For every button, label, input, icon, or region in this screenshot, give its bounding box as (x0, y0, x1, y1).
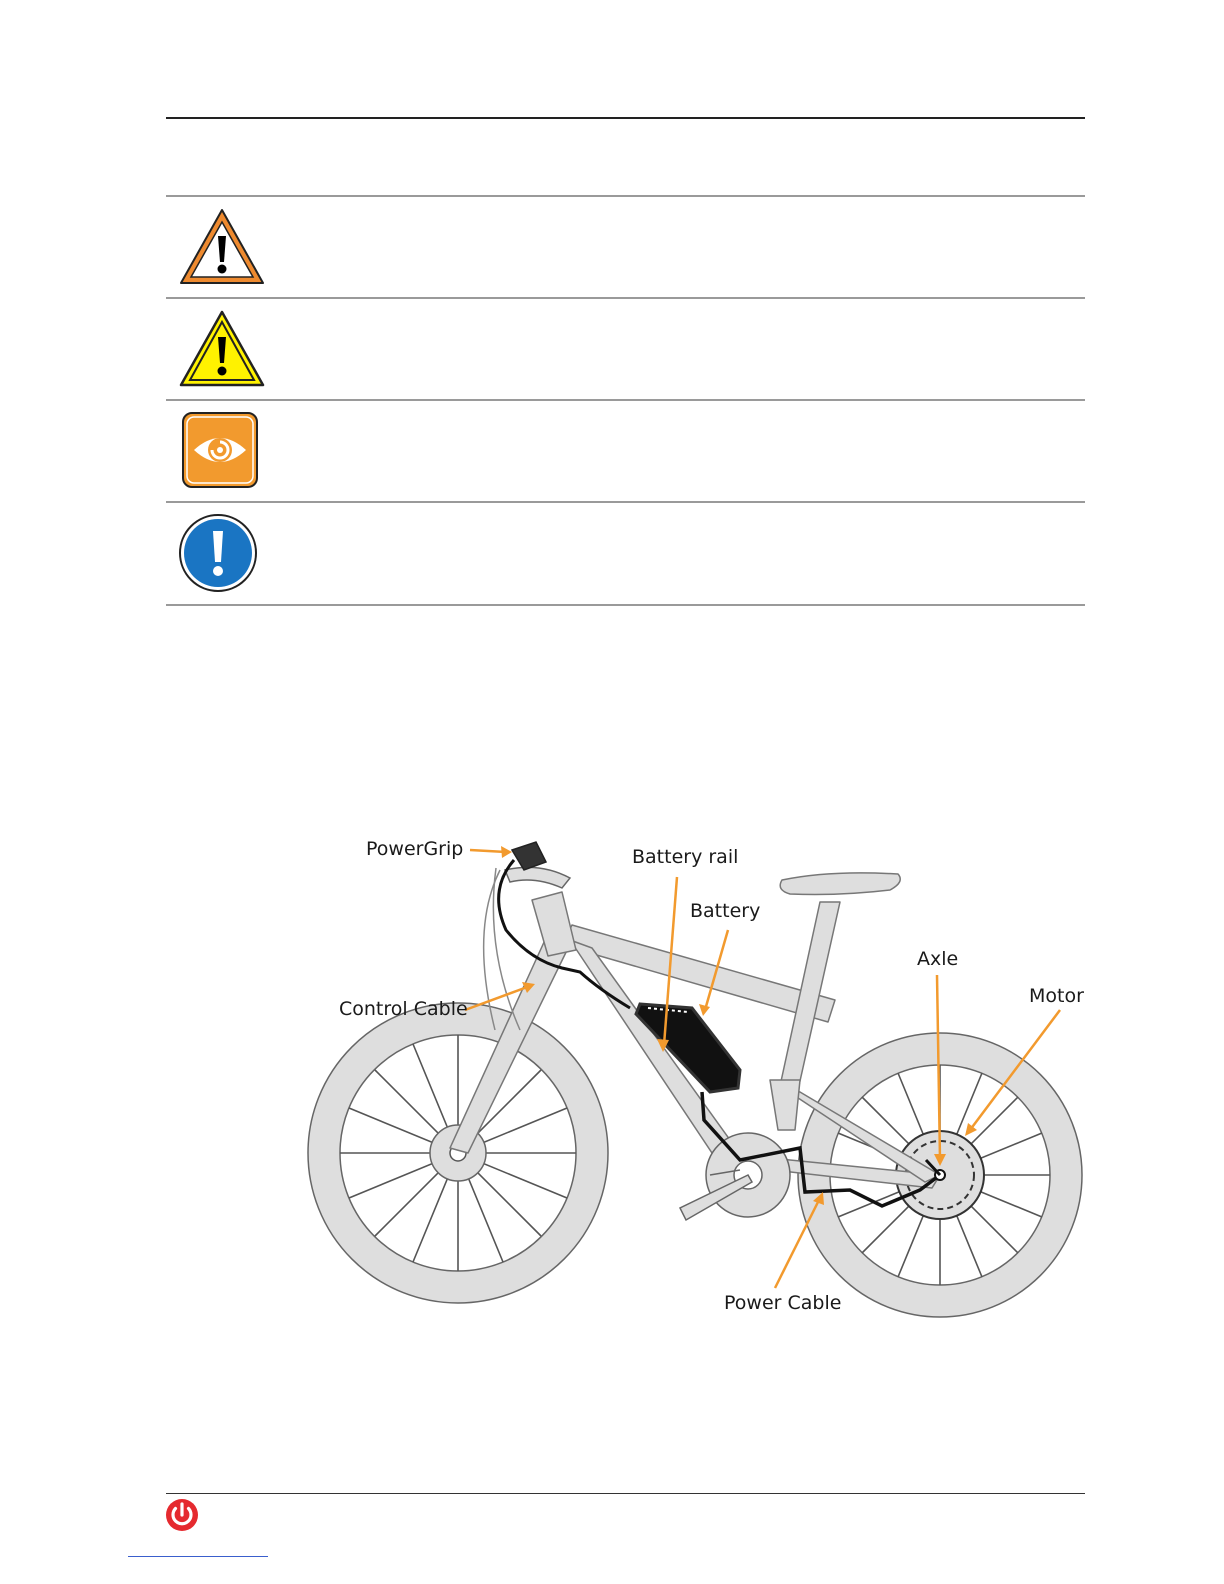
label-motor: Motor (1029, 985, 1084, 1007)
footer-rule (166, 1493, 1085, 1494)
label-battery-rail: Battery rail (632, 846, 739, 868)
table-rule-top (166, 195, 1085, 197)
brand-power-logo-icon (164, 1497, 200, 1533)
warning-triangle-orange-icon (178, 206, 266, 288)
label-axle: Axle (917, 948, 959, 970)
table-rule (166, 297, 1085, 299)
table-rule (166, 501, 1085, 503)
table-rule (166, 399, 1085, 401)
table-rule-bottom (166, 604, 1085, 606)
label-battery: Battery (690, 900, 761, 922)
label-control-cable: Control Cable (339, 998, 468, 1020)
header-rule (166, 117, 1085, 119)
ebike-diagram (300, 830, 1100, 1340)
label-powergrip: PowerGrip (366, 838, 464, 860)
front-wheel (308, 1003, 608, 1303)
eye-observe-icon (178, 410, 266, 492)
footer-link-underline[interactable] (128, 1556, 268, 1557)
label-power-cable: Power Cable (724, 1292, 842, 1314)
caution-triangle-yellow-icon (178, 308, 266, 390)
notice-exclamation-blue-icon (178, 513, 266, 595)
crankset (680, 1133, 790, 1220)
